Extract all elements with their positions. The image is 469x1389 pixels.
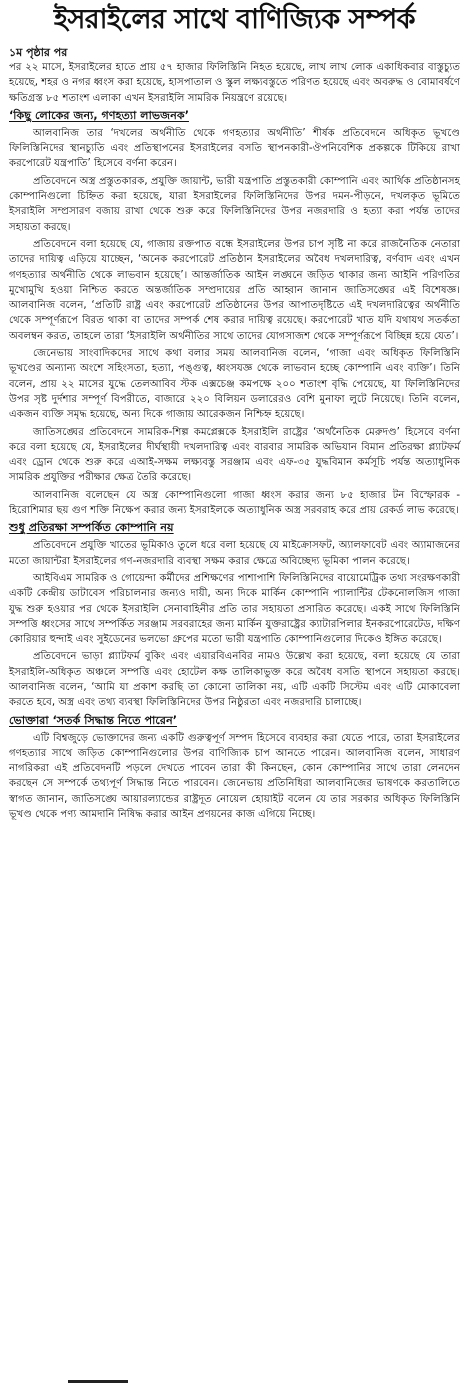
section-not-only-defense (9, 520, 460, 710)
cut-off-heading-fragment (68, 1380, 128, 1389)
body-paragraph: আলবানিজ বলেছেন যে অস্ত্র কোম্পানিগুলো গাজা ধ্বংস করার জন্য ৮৫ হাজার টন বিস্ফোরক - হিরোশিমার ছয় গুণ শক্তি নিক্ষেপ করার জন্য ইসরাইলকে অত্যাধুনিক অস্ত্র সরবরাহ করে প্রায় রেকর্ড লাভ করেছে। (9, 489, 460, 517)
body-paragraph: আইবিএম সামরিক ও গোয়েন্দা কর্মীদের প্রশিক্ষণের পাশাপাশি ফিলিস্তিনিদের বায়োমেট্রিক তথ্য সংরক্ষণকারী একটি কেন্দ্রীয় ডাটাবেস পরিচালনার জন্যও দায়ী, অন্য দিকে মার্কিন কোম্পানি প্যালান্টির টেকনোলজিস গাজা যুদ্ধ শুরু হওয়ার পর থেকে ইসরাইলি সেনাবাহিনীর প্রতি তার সহায়তা প্রসারিত করেছে। একই সাথে ফিলিস্তিনি সম্পত্তি ধ্বংসের সাথে সম্পর্কিত সরঞ্জাম সরবরাহের জন্য মার্কিন যুক্তরাষ্ট্রের ক্যাটারপিলার ইনকরপোরেটেড, দক্ষিণ কোরিয়ার হুন্দাই এবং সুইডেনের ভলভো গ্রুপের মতো ভারী যন্ত্রপাতি কোম্পানিগুলোর দিকেও ইঙ্গিত করেছে। (9, 572, 460, 646)
section-consumers (9, 713, 460, 823)
body-paragraph: প্রতিবেদনে অস্ত্র প্রস্তুতকারক, প্রযুক্তি জায়ান্ট, ভারী যন্ত্রপাতি প্রস্তুতকারী কোম্পানি এবং আর্থিক প্রতিষ্ঠানসহ কোম্পানিগুলো চিহ্নিত করা হয়েছে, যারা ইসরাইলের ফিলিস্তিনিদের উপর দমন-পীড়নে, দখলকৃত ভূমিতে ইসরাইলি সম্প্রসারণ বজায় রাখা থেকে শুরু করে ফিলিস্তিনিদের উপর নজরদারি ও হত্যা করা পর্যন্ত তাদের সহায়তা করছে। (9, 175, 460, 233)
section-subhead: ভোক্তারা ‘সতর্ক সিদ্ধান্ত নিতে পারেন’ (9, 713, 178, 727)
body-paragraph: এটি বিশ্বজুড়ে ভোক্তাদের জন্য একটি গুরুত্বপূর্ণ সম্পদ হিসেবে ব্যবহার করা যেতে পারে, তারা ইসরাইলের গণহত্যার সাথে জড়িত কোম্পানিগুলোর উপর বাণিজ্যিক চাপ আনতে পারেন। আলবানিজ বলেন, সাধারণ নাগরিকরা এই প্রতিবেদনটি পড়লে দেখতে পাবেন তারা কী কিনছেন, কোন কোম্পানির সাথে তারা লেনদেন করছেন সে সম্পর্কে তথ্যপূর্ণ সিদ্ধান্ত নিতে পারবেন। জেনেভায় প্রতিনিধিরা আলবানিজের ভাষণকে করতালিতে স্বাগত জানান, জাতিসঙ্ঘে আয়ারল্যান্ডের রাষ্ট্রদূত নোয়েল হোয়াইট বলেন যে তার সরকার অধিকৃত ফিলিস্তিনি ভূখণ্ড থেকে পণ্য আমদানি নিষিদ্ধ করার আইন প্রণয়নের কাজ এগিয়ে নিচ্ছে। (9, 732, 460, 821)
body-paragraph: প্রতিবেদনে প্রযুক্তি খাতের ভূমিকাও তুলে ধরে বলা হয়েছে যে মাইক্রোসফট, অ্যালফাবেট এবং অ্যামাজনের মতো জায়ান্টরা ইসরাইলের গণ-নজরদারি ব্যবস্থা সক্ষম করার ক্ষেত্রে অবিচ্ছেদ্য ভূমিকা পালন করেছে। (9, 540, 460, 567)
article-headline: ইসরাইলের সাথে বাণিজ্যিক সম্পর্ক (53, 4, 416, 35)
body-paragraph: প্রতিবেদনে বলা হয়েছে যে, গাজায় রক্তপাত বন্ধে ইসরাইলের উপর চাপ সৃষ্টি না করে রাজনৈতিক নেতারা তাদের দায়িত্ব এড়িয়ে যাচ্ছেন, ‘অনেক করপোরেট প্রতিষ্ঠান ইসরাইলের অবৈধ দখলদারিত্ব, বর্ণবাদ এবং এখন গণহত্যার অর্থনীতি থেকে লাভবান হয়েছে’। আন্তর্জাতিক আইন লঙ্ঘনে জড়িত থাকার জন্য আইনি পরিণতির মুখোমুখি হওয়া নিশ্চিত করতে অন্তর্জাতিক সম্প্রদায়ের প্রতি আহ্বান জানান জাতিসঙ্ঘের এই বিশেষজ্ঞ। আলবানিজ বলেন, ‘প্রতিটি রাষ্ট্র এবং করপোরেট প্রতিষ্ঠানের উপর আপাতদৃষ্টিতে এই দখলদারিত্বের অর্থনীতি থেকে সম্পূর্ণরূপে বিরত থাকা বা তাদের সম্পর্ক শেষ করার দায়িত্ব রয়েছে। করপোরেট খাত যদি যথাযথ সতর্কতা অবলম্বন করত, তাহলে তারা ‘ইসরাইলি অর্থনীতির সাথে তাদের যোগসাজশ থেকে সম্পূর্ণরূপে বিচ্ছিন্ন হয়ে যেত’। (9, 238, 460, 342)
continued-from-label: ১ম পৃষ্ঠার পর (9, 46, 68, 59)
section-subhead: শুধু প্রতিরক্ষা সম্পর্কিত কোম্পানি নয় (9, 521, 174, 535)
lead-paragraph: পর ২২ মাসে, ইসরাইলের হাতে প্রায় ৫৭ হাজার ফিলিস্তিনি নিহত হয়েছে, লাখ লাখ লোক একাধিকবার বাস্তুচ্যুত হয়েছে, শহর ও নগর ধ্বংস করা হয়েছে, হাসপাতাল ও স্কুল লক্ষ্যবস্তুতে পরিণত হয়েছে এবং অবরুদ্ধ ও বোমাবর্ষণে ক্ষতিগ্রস্ত ৮৫ শতাংশ এলাকা এখন ইসরাইলি সামরিক নিয়ন্ত্রণে রয়েছে। (9, 62, 460, 104)
body-paragraph: জেনেভায় সাংবাদিকদের সাথে কথা বলার সময় আলবানিজ বলেন, ‘গাজা এবং অধিকৃত ফিলিস্তিনি ভূখণ্ডের অন্যান্য অংশে সহিংসতা, হত্যা, পঙ্গুত্ব, ধ্বংসযজ্ঞ থেকে লাভবান হচ্ছে কোম্পানি এবং ব্যক্তি’। তিনি বলেন, প্রায় ২২ মাসের যুদ্ধে তেলআবিব স্টক এক্সচেঞ্জ কমপক্ষে ২০০ শতাংশ বৃদ্ধি পেয়েছে, যা ফিলিস্তিনিদের উপর সৃষ্ট দুর্দশার সম্পূর্ণ বিপরীতে, বাজারে ২২০ বিলিয়ন ডলারেরও বেশি মুনাফা লুটে নিয়েছে। তিনি বলেন, একজন ব্যক্তি সমৃদ্ধ হয়েছে, অন্য দিকে গাজায় আরেকজন নিশ্চিহ্ন হয়েছে। (9, 348, 460, 421)
body-paragraph: আলবানিজ তার ‘দখলের অর্থনীতি থেকে গণহত্যার অর্থনীতি’ শীর্ষক প্রতিবেদনে অধিকৃত ভূখণ্ডে ফিলিস্তিনিদের স্থানচ্যুতি এবং প্রতিস্থাপনের ইসরাইলের বসতি স্থাপনকারী-ঔপনিবেশিক প্রকল্পকে টিকিয়ে রাখা করপোরেট যন্ত্রপাতি’ হিসেবে বর্ণনা করেন। (9, 127, 460, 170)
body-paragraph: জাতিসঙ্ঘের প্রতিবেদনে সামরিক-শিল্প কমপ্লেক্সকে ইসরাইলি রাষ্ট্রের ‘অর্থনৈতিক মেরুদণ্ড’ হিসেবে বর্ণনা করে বলা হয়েছে যে, ইসরাইলের দীর্ঘস্থায়ী দখলদারিত্ব এবং বারবার সামরিক অভিযান বিমান প্রতিরক্ষা প্ল্যাটফর্ম এবং ড্রোন থেকে শুরু করে এআই-সক্ষম লক্ষ্যবস্তু সরঞ্জাম এবং এফ-৩৫ যুদ্ধবিমান কর্মসূচি পর্যন্ত অত্যাধুনিক সামরিক প্রযুক্তির পরীক্ষার ক্ষেত্র তৈরি করেছে। (9, 426, 460, 484)
section-subhead: ‘কিছু লোকের জন্য, গণহত্যা লাভজনক’ (9, 108, 189, 122)
body-paragraph: প্রতিবেদনে ভাড়া প্ল্যাটফর্ম বুকিং এবং এয়ারবিএনবির নামও উল্লেখ করা হয়েছে, বলা হয়েছে যে তারা ইসরাইলি-অধিকৃত অঞ্চলে সম্পত্তি এবং হোটেল কক্ষ তালিকাভুক্ত করে অবৈধ বসতি স্থাপনে সহায়তা করছে। আলবানিজ বলেন, ‘আমি যা প্রকাশ করছি তা কোনো তালিকা নয়, এটি একটি সিস্টেম এবং এটি মোকাবেলা করতে হবে, অস্ত্র এবং তথ্য ব্যবস্থা ফিলিস্তিনিদের উপর নিষ্ঠুরতা এবং নজরদারি চালাচ্ছে। (9, 651, 460, 709)
section-profitable-genocide (9, 108, 460, 518)
